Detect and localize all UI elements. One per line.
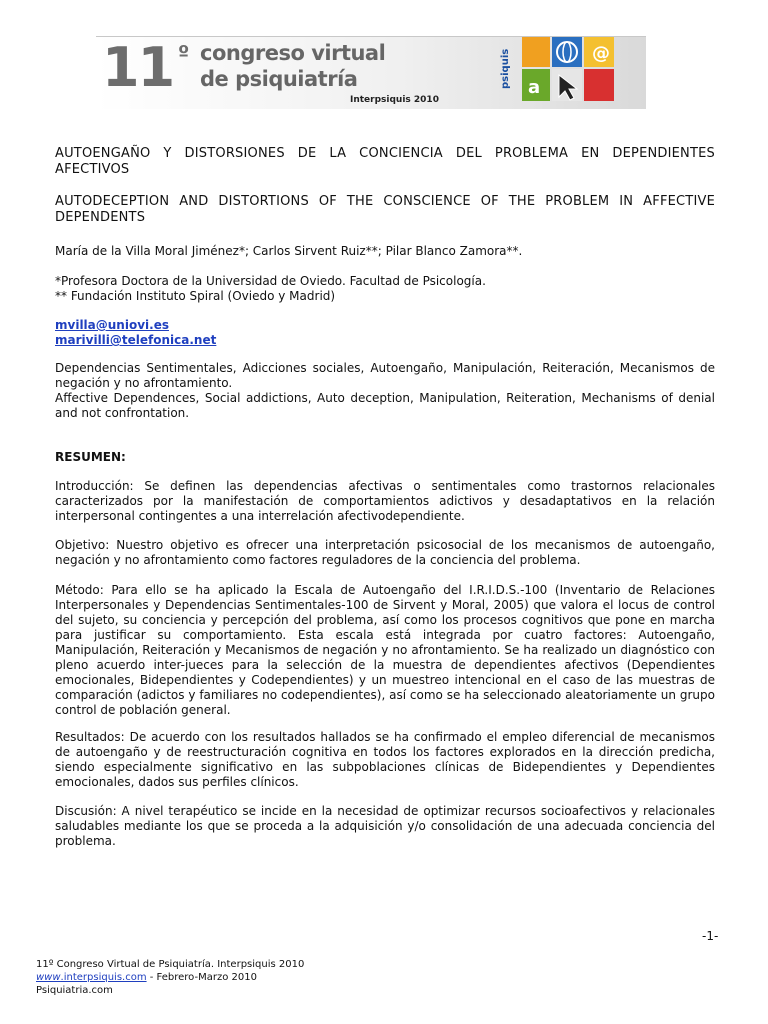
paragraph-metodo: Método: Para ello se ha aplicado la Escala de Autoengaño del I.R.I.D.S.-100 (Inventario de Relaciones Interpersonales y Dependencias Sentimentales-100 de Sirvent y Moral, 2005) que valora el locus de control del sujeto, su conciencia y percepción del problema, así como los procesos cognitivos que pone en marcha para justificar su comportamiento. Esta escala está integrada por cuatro factores: Autoengaño, Manipulación, Reiteración y Mecanismos de negación y no afrontamiento. Se ha realizado un diagnóstico con pleno acuerdo inter-jueces para la selección de la muestra de dependientes afectivos (Dependientes emocionales, Bidependientes y Codependientes) y un muestreo intencional en el caso de las muestras de comparación (adictos y familiares no codependientes), así como se ha seleccionado aleatoriamente un grupo control de población general. [55,583,715,717]
page-number: -1- [702,929,719,943]
footer-site-link[interactable]: .interpsiquis.com [60,972,147,983]
congress-banner [96,36,646,109]
banner-subtitle: Interpsiquis 2010 [350,95,439,105]
paragraph-introduccion: Introducción: Se definen las dependencias afectivas o sentimentales como trastornos relacionales caracterizados por la manifestación de comportamientos adictivos y desadaptativos en la relación interpersonal contingentes a una interrelación afectivodependiente. [55,479,715,523]
banner-number: 11 [102,36,174,99]
paragraph-objetivo: Objetivo: Nuestro objetivo es ofrecer una interpretación psicosocial de los mecanismos de autoengaño, negación y no afrontamiento como factores reguladores de la conciencia del problema. [55,538,715,567]
affiliation-1: *Profesora Doctora de la Universidad de Oviedo. Facultad de Psicología. [55,274,486,288]
banner-title-line2: de psiquiatría [200,67,358,91]
email-link-1[interactable]: mvilla@uniovi.es [55,318,169,332]
affiliation-2: ** Fundación Instituto Spiral (Oviedo y Madrid) [55,289,336,303]
banner-title-line1: congreso virtual [200,41,386,65]
footer-www[interactable]: www [36,972,61,983]
affiliations [55,274,715,304]
title-english: AUTODECEPTION AND DISTORTIONS OF THE CONSCIENCE OF THE PROBLEM IN AFFECTIVE DEPENDENTS [55,194,715,225]
interpsiquis-logo-icon [504,37,624,101]
keywords [55,361,715,421]
keywords-spanish: Dependencias Sentimentales, Adicciones sociales, Autoengaño, Manipulación, Reiteración, Mecanismos de negación y no afrontamiento. [55,361,715,390]
paragraph-resultados: Resultados: De acuerdo con los resultados hallados se ha confirmado el empleo diferencial de mecanismos de autoengaño y de reestructuración cognitiva en todos los factores explorados en la dirección predicha, siendo especialmente significativo en las subpoblaciones clínicas de Bidependientes y Dependientes emocionales, dados sus perfiles clínicos. [55,730,715,789]
paragraph-discusion: Discusión: A nivel terapéutico se incide en la necesidad de optimizar recursos socioafectivos y relacionales saludables mediante los que se proceda a la adquisición y/o consolidación de una adecuada conciencia del problema. [55,804,715,848]
footer-site-line [36,971,304,984]
page-footer [36,958,304,997]
authors: María de la Villa Moral Jiménez*; Carlos Sirvent Ruiz**; Pilar Blanco Zamora**. [55,244,523,258]
resumen-heading: RESUMEN: [55,450,126,464]
footer-congress-line: 11º Congreso Virtual de Psiquiatría. Interpsiquis 2010 [36,959,305,970]
banner-ordinal: º [178,41,190,65]
svg-text:a: a [528,77,541,98]
emails [55,318,715,348]
keywords-english: Affective Dependences, Social addictions, Auto deception, Manipulation, Reiteration, Mechanisms of denial and not confrontation. [55,391,715,420]
email-link-2[interactable]: marivilli@telefonica.net [55,333,217,347]
logo-wordmark: psiquis [500,48,511,90]
footer-psiquiatria: Psiquiatria.com [36,985,113,996]
footer-dates: - Febrero-Marzo 2010 [146,972,257,983]
svg-text:@: @ [592,43,610,64]
title-spanish: AUTOENGAÑO Y DISTORSIONES DE LA CONCIENCIA DEL PROBLEMA EN DEPENDIENTES AFECTIVOS [55,146,715,177]
